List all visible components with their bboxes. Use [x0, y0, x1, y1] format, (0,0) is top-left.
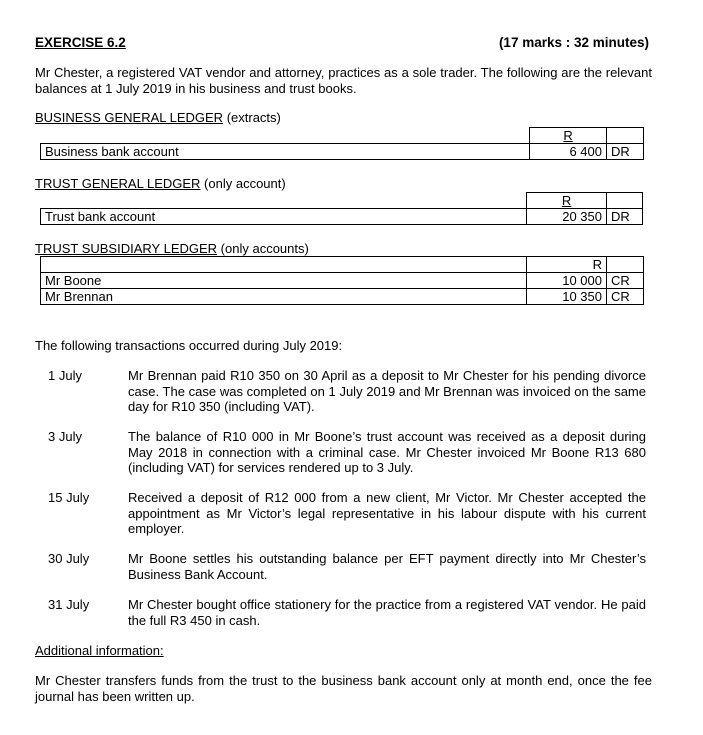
table-row [41, 289, 644, 305]
trust-ledger-header-row [41, 193, 643, 209]
account-name: Mr Boone [41, 273, 527, 289]
account-amount: 20 350 [527, 209, 607, 225]
currency-header: R [527, 193, 607, 209]
table-row [41, 273, 644, 289]
account-side: CR [607, 289, 644, 305]
business-ledger-heading [35, 110, 281, 126]
account-side: CR [607, 273, 644, 289]
account-side: DR [607, 209, 643, 225]
transaction-date: 1 July [48, 368, 82, 383]
trust-ledger-heading-text: TRUST GENERAL LEDGER [35, 176, 201, 191]
transaction-text: Mr Brennan paid R10 350 on 30 April as a deposit to Mr Chester for his pending divorce case. The case was completed on 1 July 2019 and Mr Brennan was invoiced on the same day for R10 350 (including VAT). [128, 368, 646, 414]
transaction-text: Mr Chester bought office stationery for the practice from a registered VAT vendor. He paid the full R3 450 in cash. [128, 597, 646, 628]
account-amount: 10 000 [527, 273, 607, 289]
currency-header: R [530, 128, 607, 144]
account-side: DR [607, 144, 644, 160]
business-ledger-heading-suffix: (extracts) [223, 110, 281, 125]
trust-ledger-heading [35, 176, 286, 192]
table-row [41, 144, 644, 160]
account-name: Mr Brennan [41, 289, 527, 305]
transaction-date: 15 July [48, 490, 90, 505]
trust-subsidiary-table [40, 256, 644, 305]
business-ledger-header-row [41, 128, 644, 144]
additional-info-heading: Additional information: [35, 643, 164, 658]
trust-subsidiary-header-row [41, 257, 644, 273]
trust-subsidiary-heading-text: TRUST SUBSIDIARY LEDGER [35, 241, 218, 256]
account-name: Business bank account [41, 144, 530, 160]
transaction-date: 3 July [48, 429, 82, 444]
business-ledger-table [40, 127, 644, 160]
table-row [41, 209, 643, 225]
transaction-text: Mr Boone settles his outstanding balance per EFT payment directly into Mr Chester’s Business Bank Account. [128, 551, 646, 582]
transactions-intro: The following transactions occurred during July 2019: [35, 338, 343, 353]
exercise-title: EXERCISE 6.2 [35, 35, 126, 50]
transaction-text: The balance of R10 000 in Mr Boone’s trust account was received as a deposit during May 2018 in connection with a criminal case. Mr Chester invoiced Mr Boone R13 680 (including VAT) for services rendered up to 3 July. [128, 429, 646, 475]
additional-info-text: Mr Chester transfers funds from the trust to the business bank account only at month end, once the fee journal has been written up. [35, 673, 652, 704]
account-amount: 10 350 [527, 289, 607, 305]
trust-subsidiary-heading-suffix: (only accounts) [217, 241, 309, 256]
trust-ledger-heading-suffix: (only account) [200, 176, 286, 191]
intro-paragraph: Mr Chester, a registered VAT vendor and attorney, practices as a sole trader. The following are the relevant balances at 1 July 2019 in his business and trust books. [35, 65, 652, 96]
transaction-text: Received a deposit of R12 000 from a new client, Mr Victor. Mr Chester accepted the appointment as Mr Victor’s legal representative in his labour dispute with his current employer. [128, 490, 646, 536]
business-ledger-heading-text: BUSINESS GENERAL LEDGER [35, 110, 224, 125]
trust-subsidiary-heading [35, 241, 309, 257]
account-amount: 6 400 [530, 144, 607, 160]
exercise-marks: (17 marks : 32 minutes) [498, 35, 649, 50]
transaction-date: 30 July [48, 551, 90, 566]
transaction-date: 31 July [48, 597, 90, 612]
currency-header: R [527, 257, 607, 273]
trust-ledger-table [40, 192, 643, 225]
account-name: Trust bank account [41, 209, 527, 225]
